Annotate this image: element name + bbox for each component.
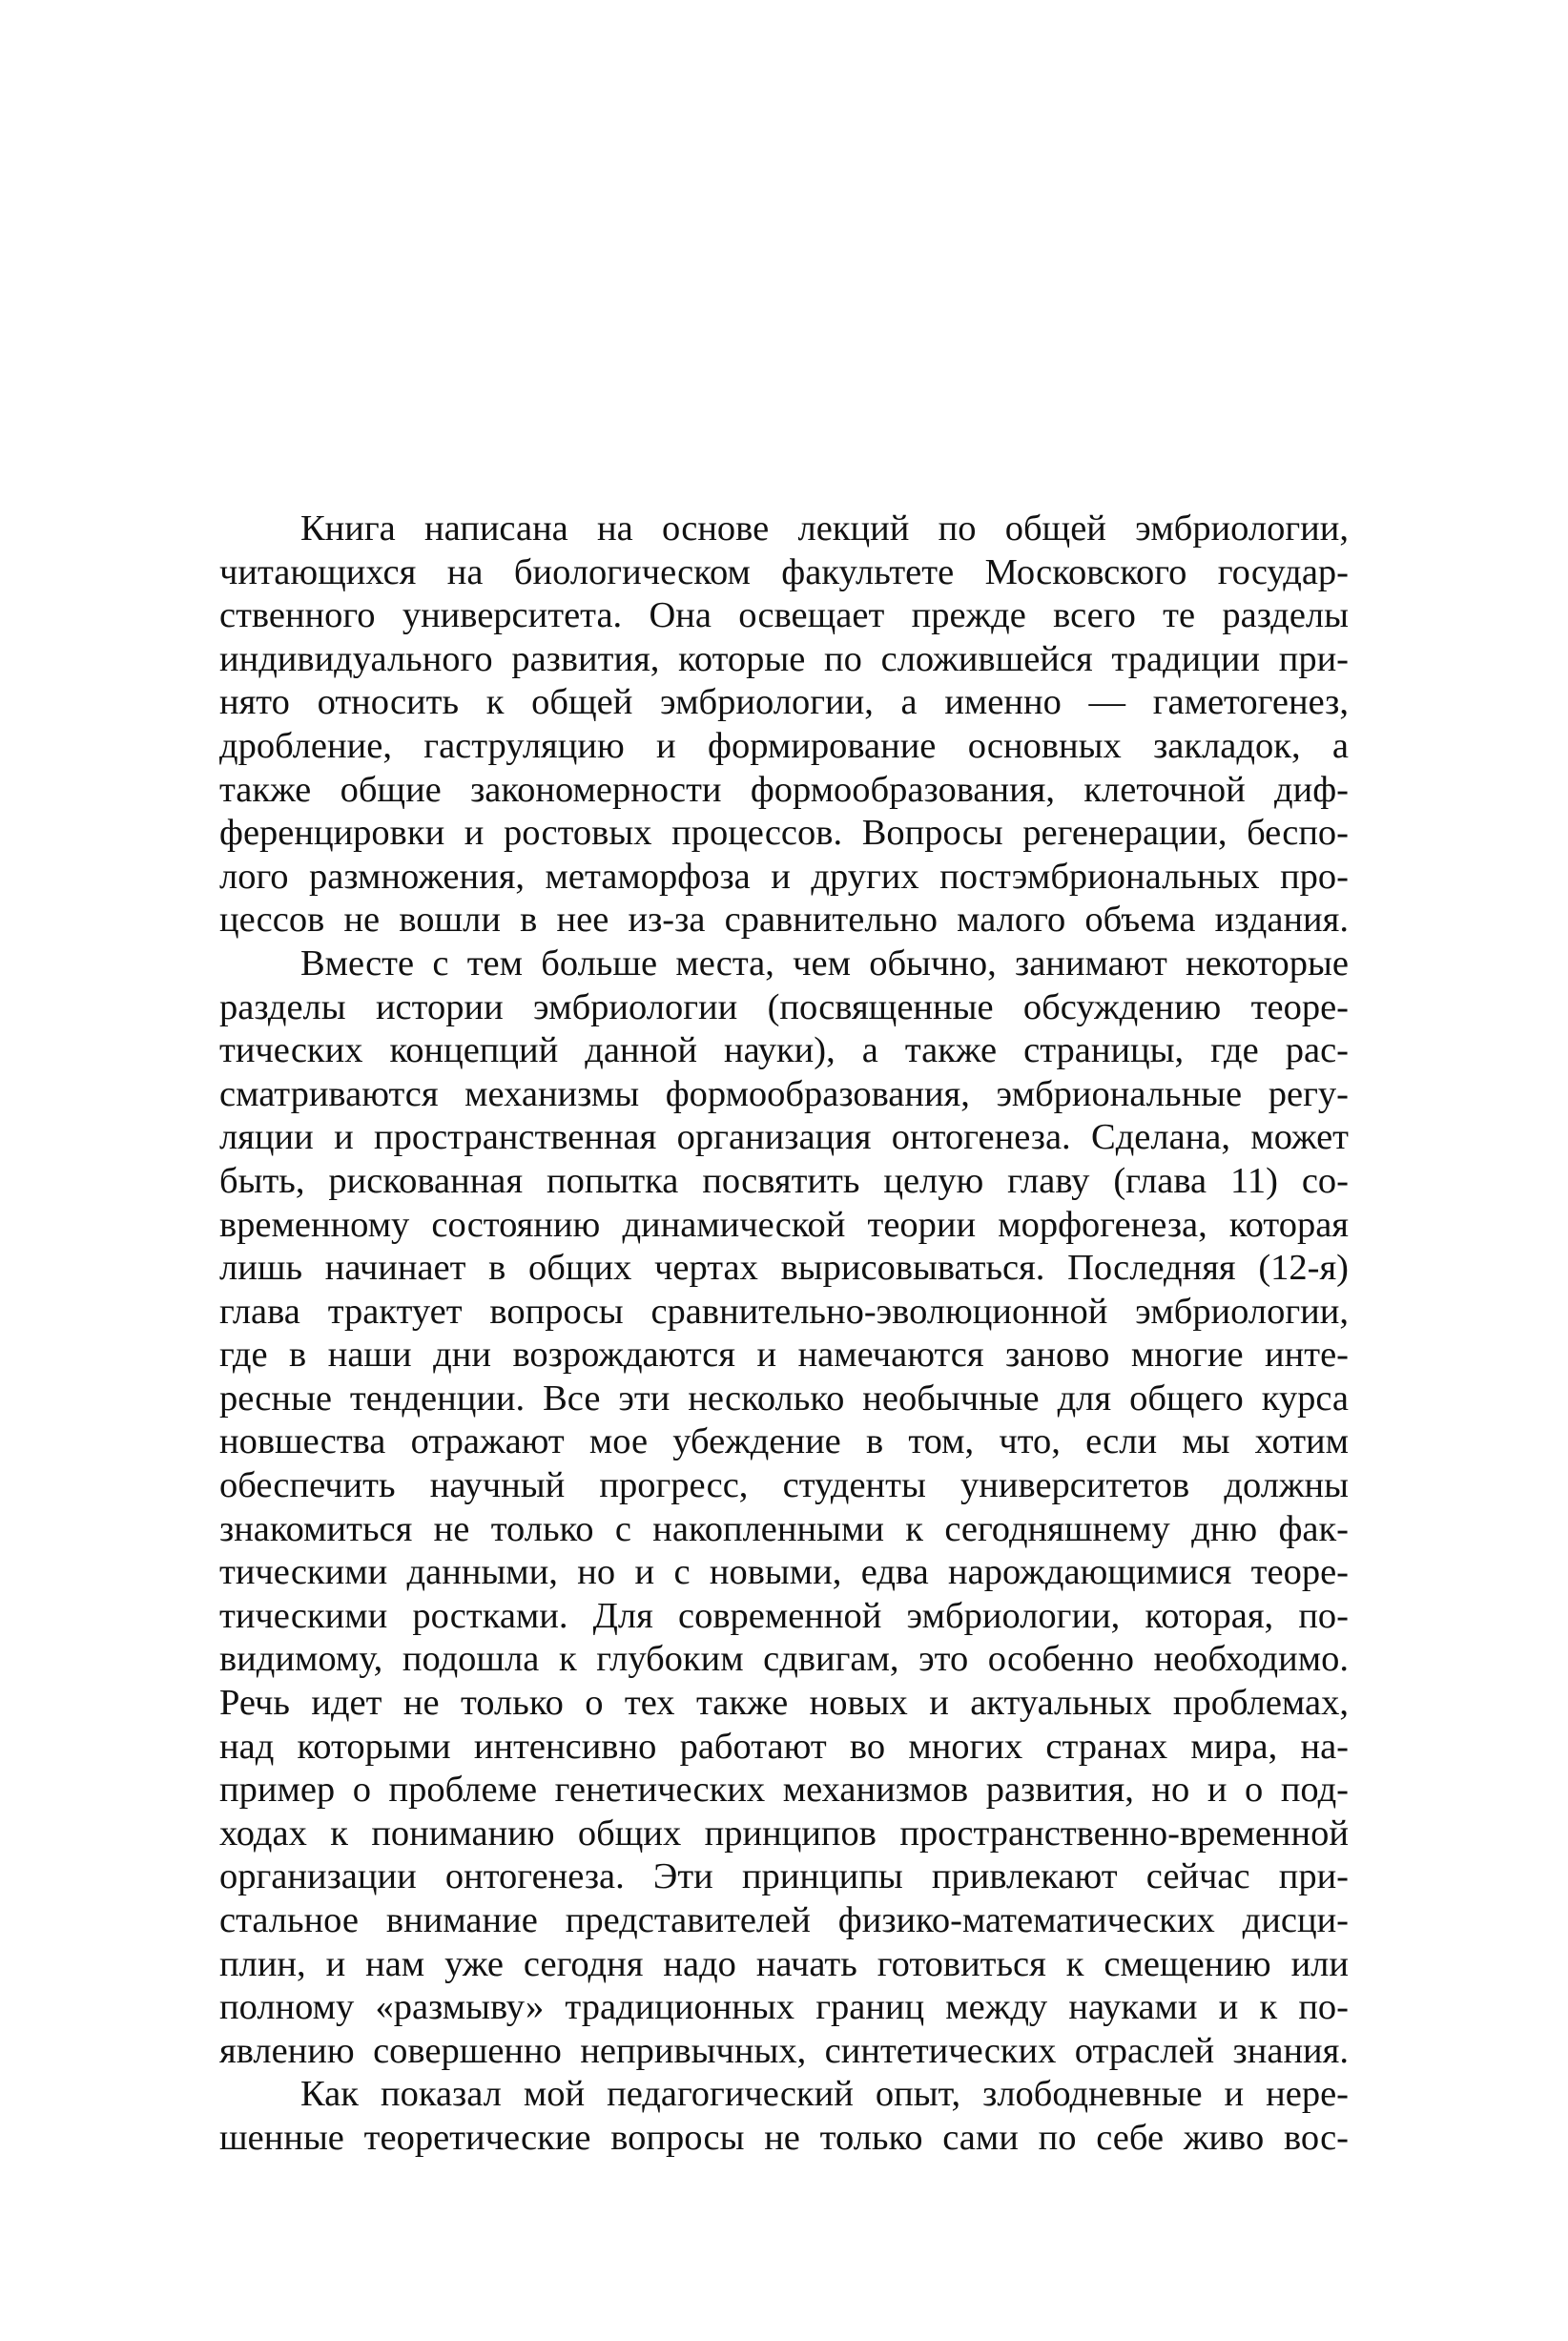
text-line: дробление, гаструляцию и формирование основных закладок, а — [219, 725, 1349, 766]
text-line: читающихся на биологическом факультете Московского государ- — [219, 551, 1349, 592]
text-line: также общие закономерности формообразования, клеточной диф- — [219, 769, 1349, 810]
text-line: глава трактует вопросы сравнительно-эволюционной эмбриологии, — [219, 1291, 1349, 1332]
text-line: тических концепций данной науки), а также страницы, где рас- — [219, 1030, 1349, 1071]
text-line: тическими ростками. Для современной эмбриологии, которая, по- — [219, 1595, 1349, 1636]
text-line: ляции и пространственная организация онтогенеза. Сделана, может — [219, 1117, 1349, 1158]
text-line: ференцировки и ростовых процессов. Вопросы регенерации, беспо- — [219, 813, 1349, 854]
text-line: явлению совершенно непривычных, синтетических отраслей знания. — [219, 2030, 1349, 2071]
text-line: разделы истории эмбриологии (посвященные обсуждению теоре- — [219, 986, 1349, 1027]
text-line: Вместе с тем больше места, чем обычно, занимают некоторые — [300, 943, 1349, 984]
text-line: Речь идет не только о тех также новых и актуальных проблемах, — [219, 1683, 1349, 1724]
text-line: лого размножения, метаморфоза и других постэмбриональных про- — [219, 856, 1349, 897]
text-line: индивидуального развития, которые по сложившейся традиции при- — [219, 638, 1349, 679]
text-line: над которыми интенсивно работают во многих странах мира, на- — [219, 1726, 1349, 1767]
text-line: пример о проблеме генетических механизмов развития, но и о под- — [219, 1770, 1349, 1811]
text-line: организации онтогенеза. Эти принципы привлекают сейчас при- — [219, 1856, 1349, 1897]
text-line: лишь начинает в общих чертах вырисовываться. Последняя (12-я) — [219, 1248, 1349, 1289]
paragraph-3 — [219, 2073, 1349, 2160]
text-line: видимому, подошла к глубоким сдвигам, это особенно необходимо. — [219, 1639, 1349, 1680]
text-line: шенные теоретические вопросы не только сами по себе живо вос- — [219, 2117, 1349, 2158]
text-line: стальное внимание представителей физико-математических дисци- — [219, 1900, 1349, 1940]
text-line: полному «размыву» традиционных границ между науками и к по- — [219, 1987, 1349, 2028]
text-line: обеспечить научный прогресс, студенты университетов должны — [219, 1465, 1349, 1506]
text-line: тическими данными, но и с новыми, едва нарождающимися теоре- — [219, 1552, 1349, 1593]
text-line: Как показал мой педагогический опыт, злободневные и нере- — [300, 2074, 1349, 2115]
text-line: ресные тенденции. Все эти несколько необычные для общего курса — [219, 1378, 1349, 1419]
text-line: знакомиться не только с накопленными к сегодняшнему дню фак- — [219, 1508, 1349, 1549]
paragraph-1 — [219, 508, 1349, 943]
text-line: цессов не вошли в нее из-за сравнительно малого объема издания. — [219, 900, 1349, 941]
text-line: плин, и нам уже сегодня надо начать готовиться к смещению или — [219, 1943, 1349, 1984]
text-line: ходах к пониманию общих принципов пространственно-временной — [219, 1813, 1349, 1854]
paragraph-2 — [219, 943, 1349, 2073]
text-line: быть, рискованная попытка посвятить целую главу (глава 11) со- — [219, 1160, 1349, 1201]
text-line: Книга написана на основе лекций по общей эмбриологии, — [300, 508, 1349, 549]
text-line: ственного университета. Она освещает прежде всего те разделы — [219, 595, 1349, 636]
text-line: временному состоянию динамической теории морфогенеза, которая — [219, 1204, 1349, 1245]
text-line: нято относить к общей эмбриологии, а именно — гаметогенез, — [219, 682, 1349, 723]
text-line: сматриваются механизмы формообразования, эмбриональные регу- — [219, 1073, 1349, 1114]
body-text — [219, 508, 1349, 2161]
text-line: новшества отражают мое убеждение в том, что, если мы хотим — [219, 1421, 1349, 1462]
text-line: где в наши дни возрождаются и намечаются заново многие инте- — [219, 1335, 1349, 1376]
